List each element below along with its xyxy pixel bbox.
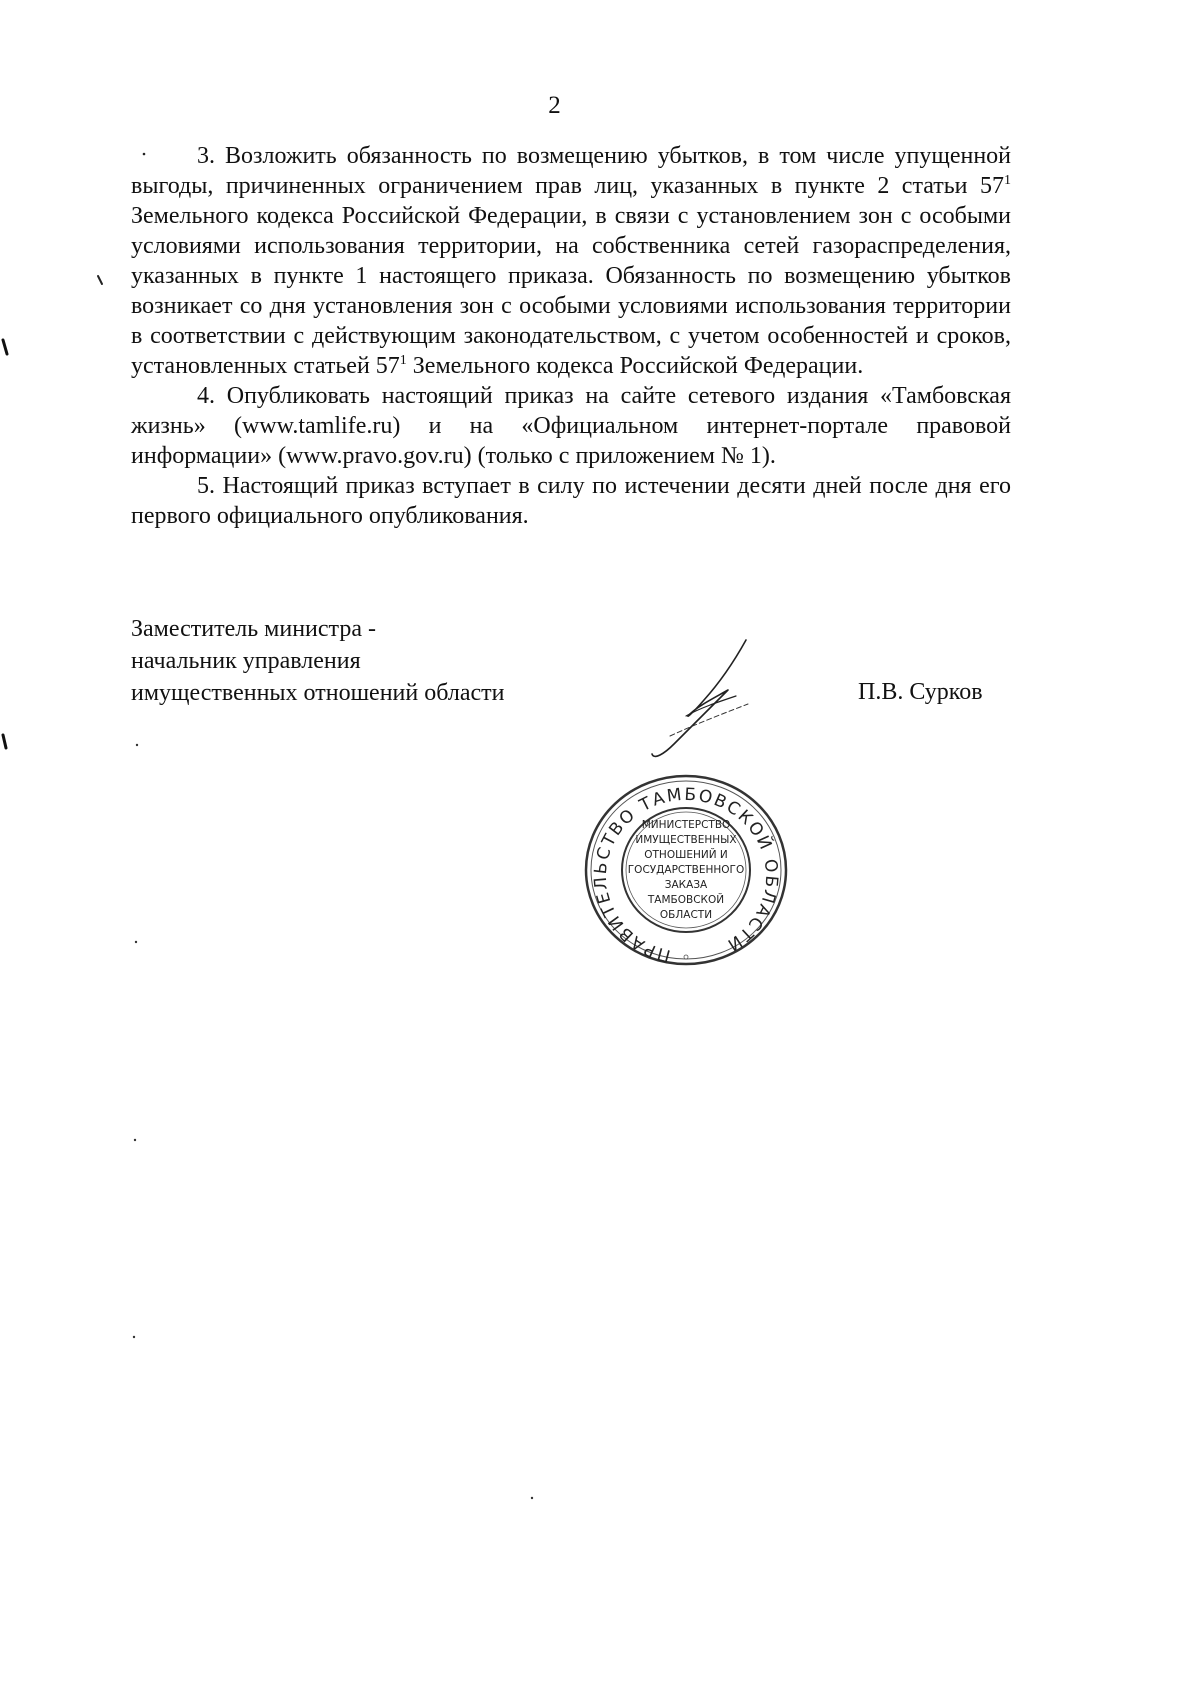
stamp-outer-text: ПРАВИТЕЛЬСТВО ТАМБОВСКОЙ ОБЛАСТИ: [590, 784, 782, 966]
stamp-inner-line-6: ТАМБОВСКОЙ: [647, 894, 725, 906]
paragraph-3-text-c: Земельного кодекса Российской Федерации.: [406, 353, 864, 379]
signer-position-line-3: имущественных отношений области: [131, 680, 505, 706]
paragraph-3-text-a: 3. Возложить обязанность по возмещению убытков, в том числе упущенной выгоды, причиненных ограничением прав лиц, указанных в пункте 2 статьи 57: [131, 143, 1011, 199]
paragraph-5: 5. Настоящий приказ вступает в силу по истечении десяти дней после дня его первого официального опубликования.: [131, 473, 1011, 529]
stamp-inner-line-7: ОБЛАСТИ: [659, 909, 713, 921]
signer-name: П.В. Сурков: [858, 679, 983, 705]
document-body: [131, 141, 1011, 531]
paragraph-3-superscript-b: 1: [399, 353, 407, 368]
paragraph-3: [131, 141, 1011, 381]
official-stamp: [583, 772, 789, 968]
stamp-inner-line-2: ИМУЩЕСТВЕННЫХ: [635, 834, 737, 846]
handwritten-signature: [640, 636, 770, 761]
signer-position-line-2: начальник управления: [131, 648, 361, 674]
paragraph-3-text-b: Земельного кодекса Российской Федерации, в связи с установлением зон с особыми условиями использования территории, на собственника сетей газораспределения, указанных в пункте 1 настоящего приказа. Обязанность по возмещению убытков возникает со дня установления зон с особыми условиями использования территории в соответствии с действующим законодательством, с учетом особенностей и сроков, установленных статьей 57: [131, 203, 1011, 379]
paragraph-4: 4. Опубликовать настоящий приказ на сайте сетевого издания «Тамбовская жизнь» (www.tamlife.ru) и на «Официальном интернет-портале правовой информации» (www.pravo.gov.ru) (только с приложением № 1).: [131, 383, 1011, 469]
signer-position: [131, 613, 504, 709]
stamp-inner-line-5: ЗАКАЗА: [664, 879, 708, 891]
stamp-inner-line-3: ОТНОШЕНИЙ И: [644, 849, 728, 861]
stamp-inner-line-4: ГОСУДАРСТВЕННОГО: [627, 864, 745, 876]
signer-position-line-1: Заместитель министра -: [131, 616, 376, 642]
page-number: 2: [548, 92, 561, 119]
stamp-inner-line-1: МИНИСТЕРСТВО: [641, 819, 731, 831]
paragraph-3-superscript-a: 1: [1004, 173, 1011, 188]
